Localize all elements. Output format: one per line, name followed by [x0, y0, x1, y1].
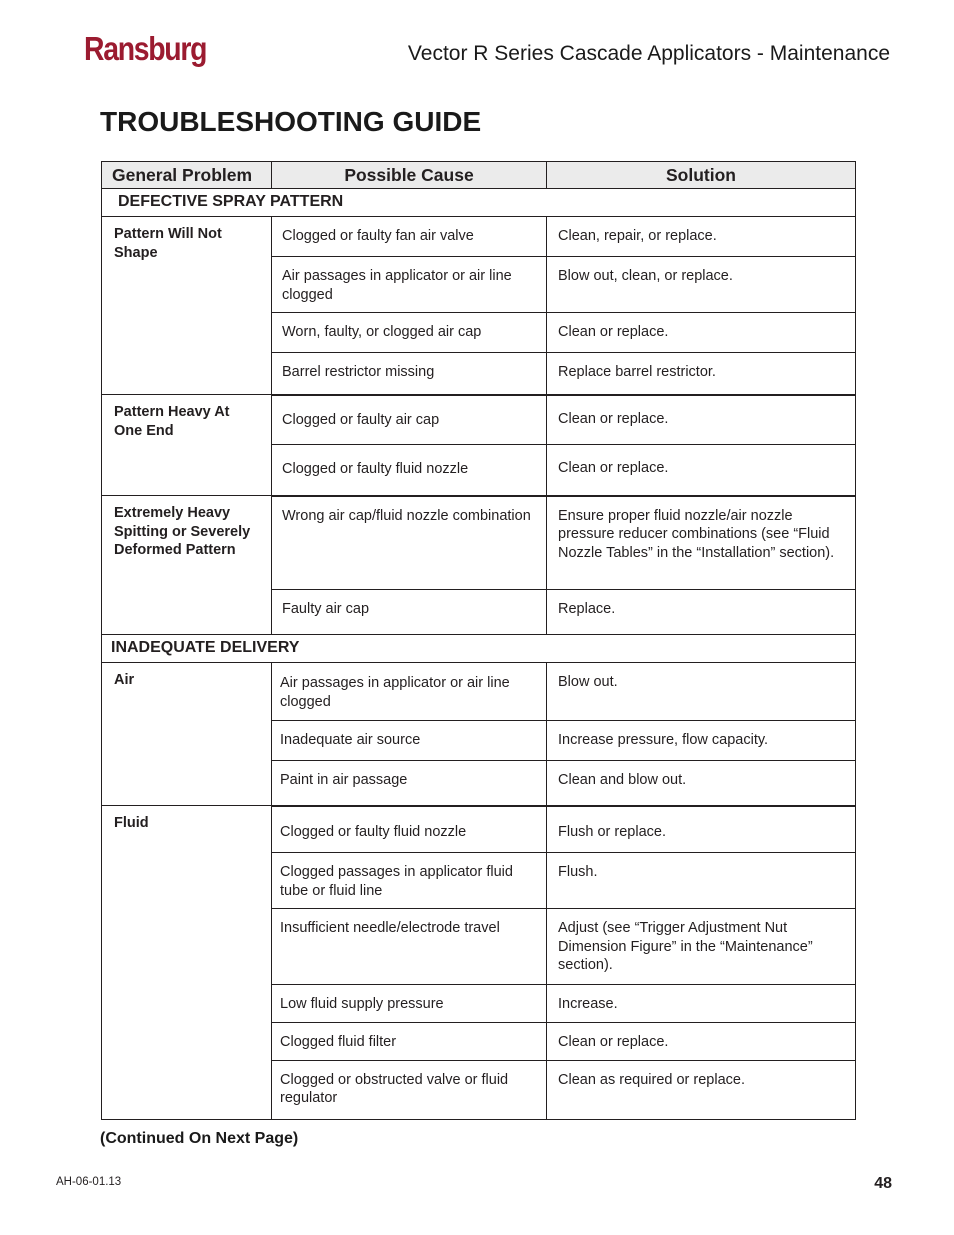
- solution-cell: Clean and blow out.: [547, 761, 856, 806]
- solution-cell: Blow out.: [547, 663, 856, 721]
- solution-cell: Adjust (see “Trigger Adjustment Nut Dimension Figure” in the “Maintenance” section).: [547, 909, 856, 985]
- table-row: [102, 217, 856, 257]
- solution-cell: Flush.: [547, 853, 856, 909]
- cause-cell: Faulty air cap: [272, 590, 547, 635]
- header-possible-cause: Possible Cause: [272, 162, 547, 189]
- solution-cell: Clean or replace.: [547, 1023, 856, 1061]
- section-row: [102, 635, 856, 663]
- cause-cell: Low fluid supply pressure: [272, 985, 547, 1023]
- cause-cell: Clogged or faulty fan air valve: [272, 217, 547, 257]
- cause-cell: Clogged or faulty fluid nozzle: [272, 806, 547, 853]
- problem-cell: Air: [102, 663, 272, 806]
- cause-cell: Barrel restrictor missing: [272, 353, 547, 395]
- section-title: DEFECTIVE SPRAY PATTERN: [102, 189, 856, 217]
- cause-cell: Wrong air cap/fluid nozzle combination: [272, 496, 547, 590]
- table-row: [102, 496, 856, 590]
- cause-cell: Air passages in applicator or air line clogged: [272, 257, 547, 313]
- cause-cell: Clogged or obstructed valve or fluid regulator: [272, 1060, 547, 1119]
- header-general-problem: General Problem: [102, 162, 272, 189]
- solution-cell: Increase.: [547, 985, 856, 1023]
- page-title: TROUBLESHOOTING GUIDE: [100, 106, 482, 137]
- solution-cell: Replace.: [547, 590, 856, 635]
- section-row: [102, 189, 856, 217]
- solution-cell: Increase pressure, flow capacity.: [547, 721, 856, 761]
- solution-cell: Clean or replace.: [547, 395, 856, 445]
- problem-cell: Extremely Heavy Spitting or Severely Deformed Pattern: [102, 496, 272, 635]
- problem-cell: Fluid: [102, 806, 272, 1120]
- solution-cell: Replace barrel restrictor.: [547, 353, 856, 395]
- cause-cell: Insufficient needle/electrode travel: [272, 909, 547, 985]
- cause-cell: Inadequate air source: [272, 721, 547, 761]
- document-title: Vector R Series Cascade Applicators - Maintenance: [407, 42, 890, 65]
- cause-cell: Clogged or faulty air cap: [272, 395, 547, 445]
- table-row: [102, 395, 856, 445]
- solution-cell: Flush or replace.: [547, 806, 856, 853]
- solution-cell: Clean as required or replace.: [547, 1060, 856, 1119]
- solution-cell: Blow out, clean, or replace.: [547, 257, 856, 313]
- cause-cell: Air passages in applicator or air line clogged: [272, 663, 547, 721]
- cause-cell: Paint in air passage: [272, 761, 547, 806]
- brand-logo: Ransburg: [84, 30, 207, 67]
- solution-cell: Clean, repair, or replace.: [547, 217, 856, 257]
- table-row: [102, 806, 856, 853]
- solution-cell: Clean or replace.: [547, 313, 856, 353]
- problem-cell: Pattern Heavy At One End: [102, 395, 272, 496]
- cause-cell: Clogged passages in applicator fluid tube or fluid line: [272, 853, 547, 909]
- solution-cell: Clean or replace.: [547, 445, 856, 496]
- page-number: 48: [874, 1175, 892, 1192]
- solution-cell: Ensure proper fluid nozzle/air nozzle pressure reducer combinations (see “Fluid Nozzle Tables” in the “Installation” section).: [547, 496, 856, 590]
- continued-note: (Continued On Next Page): [100, 1130, 299, 1147]
- section-title: INADEQUATE DELIVERY: [102, 635, 856, 663]
- cause-cell: Clogged fluid filter: [272, 1023, 547, 1061]
- troubleshooting-table: [101, 161, 856, 1120]
- header-solution: Solution: [547, 162, 856, 189]
- cause-cell: Worn, faulty, or clogged air cap: [272, 313, 547, 353]
- cause-cell: Clogged or faulty fluid nozzle: [272, 445, 547, 496]
- problem-cell: Pattern Will Not Shape: [102, 217, 272, 395]
- table-row: [102, 663, 856, 721]
- table-header-row: [102, 162, 856, 189]
- document-code: AH-06-01.13: [56, 1176, 122, 1188]
